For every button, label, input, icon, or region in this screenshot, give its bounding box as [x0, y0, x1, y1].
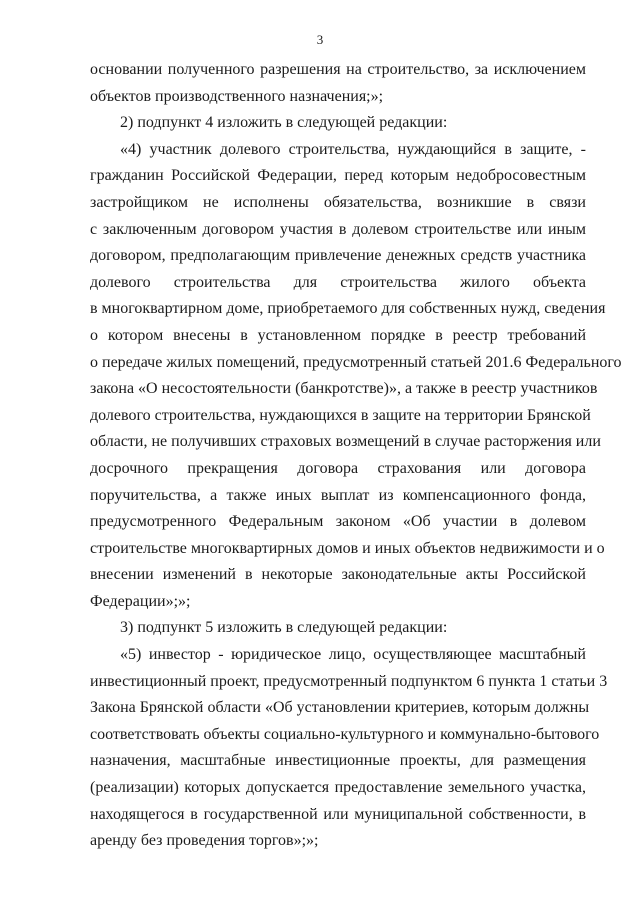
text-line: 2) подпункт 4 изложить в следующей редакции:: [120, 114, 448, 132]
text-line: долевого строительства, нуждающихся в защите на территории Брянской: [90, 406, 591, 424]
text-line: объектов производственного назначения;»;: [90, 87, 384, 105]
text-line: инвестиционный проект, предусмотренный подпунктом 6 пункта 1 статьи 3: [90, 672, 608, 690]
text-line: аренду без проведения торгов»;»;: [90, 832, 319, 850]
text-line: Федерации»;»;: [90, 592, 191, 610]
text-line: области, не получивших страховых возмещений в случае расторжения или: [90, 433, 601, 451]
text-line: в многоквартирном доме, приобретаемого для собственных нужд, сведения: [90, 300, 606, 318]
text-line: «4) участник долевого строительства, нуждающийся в защите, -: [120, 140, 586, 158]
text-line: закона «О несостоятельности (банкротстве)», а также в реестр участников: [90, 380, 598, 398]
text-line: досрочного прекращения договора страхования или договора: [90, 459, 586, 477]
text-line: гражданин Российской Федерации, перед которым недобросовестным: [90, 167, 586, 185]
text-line: назначения, масштабные инвестиционные проекты, для размещения: [90, 752, 586, 770]
text-line: долевого строительства для строительства жилого объекта: [90, 273, 586, 291]
text-line: о передаче жилых помещений, предусмотренный статьей 201.6 Федерального: [90, 353, 622, 371]
text-line: «5) инвестор - юридическое лицо, осуществляющее масштабный: [120, 646, 586, 664]
text-line: предусмотренного Федеральным законом «Об участии в долевом: [90, 513, 586, 531]
page-number: 3: [316, 32, 324, 47]
text-line: (реализации) которых допускается предоставление земельного участка,: [90, 779, 586, 797]
text-line: договором, предполагающим привлечение денежных средств участника: [90, 247, 586, 265]
text-line: с заключенным договором участия в долевом строительстве или иным: [90, 220, 586, 238]
text-line: внесении изменений в некоторые законодательные акты Российской: [90, 566, 586, 584]
document-body: [90, 57, 622, 855]
text-line: застройщиком не исполнены обязательства, возникшие в связи: [90, 193, 586, 211]
text-line: соответствовать объекты социально-культурного и коммунально-бытового: [90, 725, 600, 743]
text-line: находящегося в государственной или муниципальной собственности, в: [90, 805, 586, 823]
text-line: Закона Брянской области «Об установлении критериев, которым должны: [90, 699, 590, 717]
text-line: поручительства, а также иных выплат из компенсационного фонда,: [90, 486, 586, 504]
text-line: о котором внесены в установленном порядке в реестр требований: [90, 326, 586, 344]
text-line: 3) подпункт 5 изложить в следующей редакции:: [120, 619, 448, 637]
text-line: основании полученного разрешения на строительство, за исключением: [90, 61, 586, 78]
text-line: строительстве многоквартирных домов и иных объектов недвижимости и о: [90, 539, 605, 557]
